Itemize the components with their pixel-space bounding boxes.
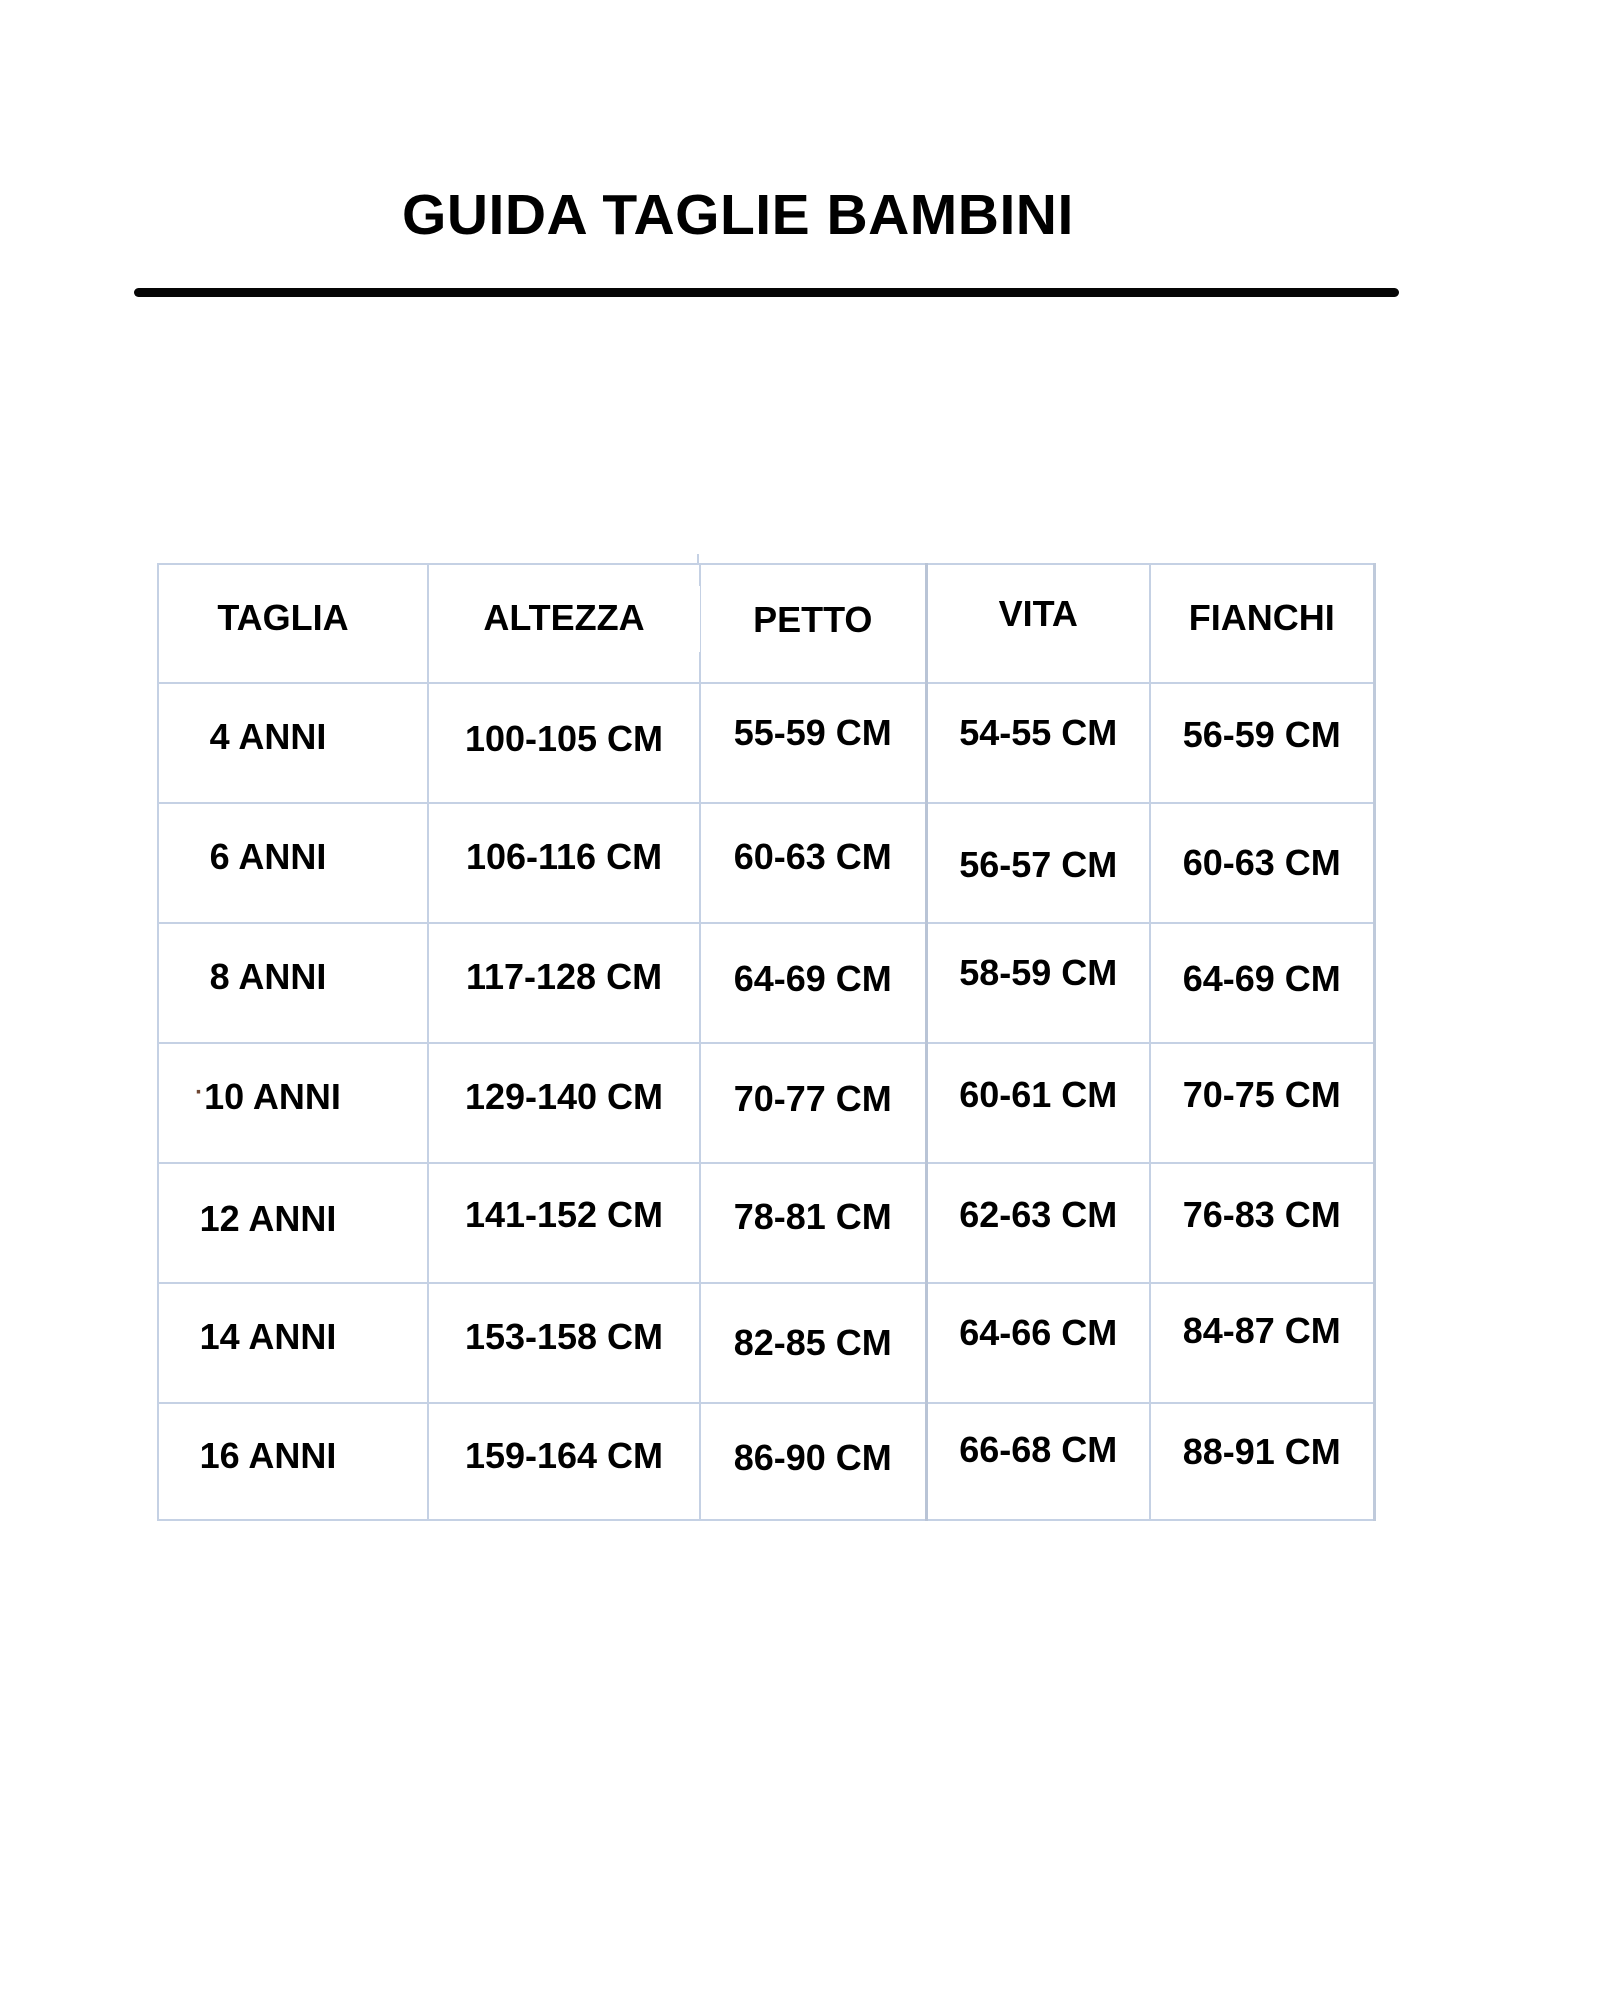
- cell-vita: 62-63 CM: [926, 1163, 1150, 1283]
- size-guide-table: [157, 563, 1376, 1521]
- cell-petto: 60-63 CM: [700, 803, 926, 923]
- cell-altezza: 100-105 CM: [428, 683, 700, 803]
- cell-vita: 54-55 CM: [926, 683, 1150, 803]
- column-header-fianchi: FIANCHI: [1150, 564, 1374, 683]
- cell-taglia: 12 ANNI: [158, 1163, 428, 1283]
- cell-fianchi: 60-63 CM: [1150, 803, 1374, 923]
- table-row-14-anni: [158, 1283, 1374, 1403]
- speck-artifact: ·: [195, 1079, 204, 1106]
- cell-taglia: 6 ANNI: [158, 803, 428, 923]
- cell-taglia: 8 ANNI: [158, 923, 428, 1043]
- cell-vita: 66-68 CM: [926, 1403, 1150, 1520]
- cell-taglia: 16 ANNI: [158, 1403, 428, 1520]
- table-row-8-anni: [158, 923, 1374, 1043]
- cell-petto: 78-81 CM: [700, 1163, 926, 1283]
- cell-taglia: 4 ANNI: [158, 683, 428, 803]
- column-header-petto: PETTO: [700, 564, 926, 683]
- header-row: [158, 564, 1374, 683]
- cell-altezza: 159-164 CM: [428, 1403, 700, 1520]
- title-underline-rule: [134, 288, 1399, 297]
- cell-taglia: [158, 1043, 428, 1163]
- cell-altezza: 129-140 CM: [428, 1043, 700, 1163]
- cell-fianchi: 70-75 CM: [1150, 1043, 1374, 1163]
- cell-altezza: 153-158 CM: [428, 1283, 700, 1403]
- table-row-16-anni: [158, 1403, 1374, 1520]
- cell-altezza: 141-152 CM: [428, 1163, 700, 1283]
- cell-vita: 58-59 CM: [926, 923, 1150, 1043]
- table-row-12-anni: [158, 1163, 1374, 1283]
- cell-petto: 82-85 CM: [700, 1283, 926, 1403]
- cell-petto: 64-69 CM: [700, 923, 926, 1043]
- border-gap-artifact: [695, 586, 700, 652]
- cell-fianchi: 76-83 CM: [1150, 1163, 1374, 1283]
- border-tick-artifact: [697, 554, 699, 564]
- row-label: 10 ANNI: [204, 1076, 341, 1117]
- cell-vita: 60-61 CM: [926, 1043, 1150, 1163]
- cell-fianchi: 84-87 CM: [1150, 1283, 1374, 1403]
- cell-fianchi: 64-69 CM: [1150, 923, 1374, 1043]
- cell-petto: 55-59 CM: [700, 683, 926, 803]
- table-row-4-anni: [158, 683, 1374, 803]
- cell-petto: 86-90 CM: [700, 1403, 926, 1520]
- cell-altezza: 106-116 CM: [428, 803, 700, 923]
- column-header-altezza: ALTEZZA: [428, 564, 700, 683]
- cell-fianchi: 88-91 CM: [1150, 1403, 1374, 1520]
- column-header-taglia: TAGLIA: [158, 564, 428, 683]
- cell-vita: 56-57 CM: [926, 803, 1150, 923]
- cell-taglia: 14 ANNI: [158, 1283, 428, 1403]
- table-row-10-anni: [158, 1043, 1374, 1163]
- cell-altezza: 117-128 CM: [428, 923, 700, 1043]
- table-row-6-anni: [158, 803, 1374, 923]
- cell-petto: 70-77 CM: [700, 1043, 926, 1163]
- cell-fianchi: 56-59 CM: [1150, 683, 1374, 803]
- column-header-vita: VITA: [926, 564, 1150, 683]
- cell-vita: 64-66 CM: [926, 1283, 1150, 1403]
- page-title: GUIDA TAGLIE BAMBINI: [402, 183, 1074, 247]
